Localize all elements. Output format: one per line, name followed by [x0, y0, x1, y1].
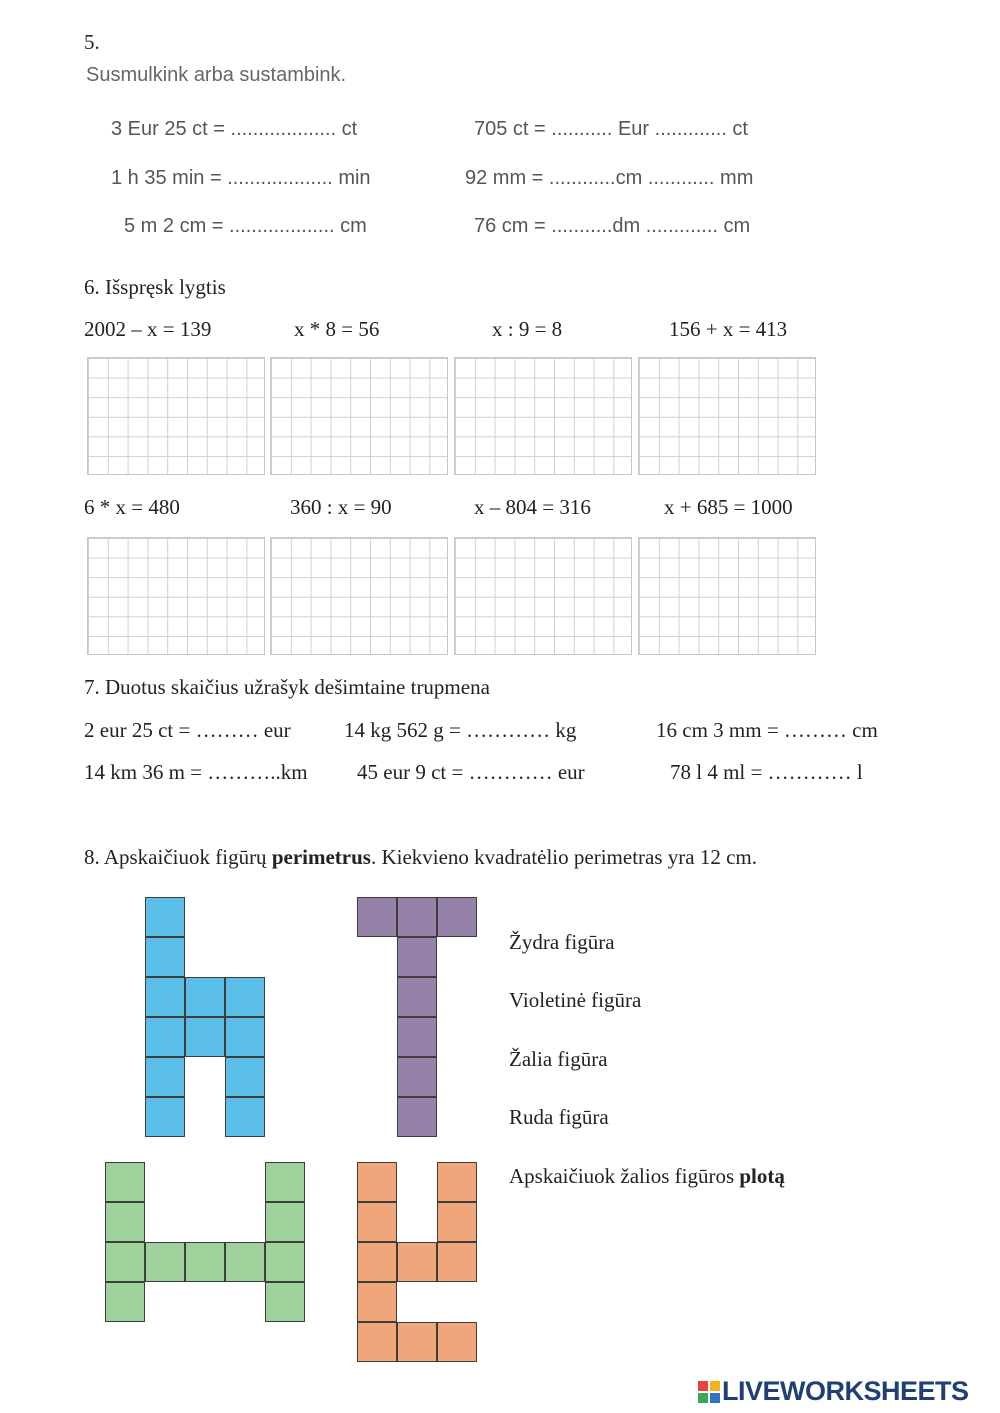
label-violet-figure: Violetinė figūra — [509, 988, 642, 1012]
task7-item-5: 45 eur 9 ct = ………… eur — [357, 760, 585, 784]
equation-2: x * 8 = 56 — [294, 317, 380, 341]
equation-5: 6 * x = 480 — [84, 495, 180, 519]
square — [437, 1242, 477, 1282]
square — [145, 1242, 185, 1282]
square — [105, 1202, 145, 1242]
square — [437, 1322, 477, 1362]
square — [185, 1017, 225, 1057]
equation-4: 156 + x = 413 — [669, 317, 788, 341]
square — [145, 1057, 185, 1097]
task8-title: 8. Apskaičiuok figūrų perimetrus. Kiekvieno kvadratėlio perimetras yra 12 cm. — [84, 845, 757, 869]
square — [397, 1017, 437, 1057]
square — [397, 977, 437, 1017]
answer-grid-5[interactable] — [87, 537, 265, 655]
square — [105, 1162, 145, 1202]
task7-item-2: 14 kg 562 g = ………… kg — [344, 718, 577, 742]
liveworksheets-logo-icon — [698, 1381, 720, 1403]
square — [437, 1202, 477, 1242]
task5-item-3: 1 h 35 min = ................... min — [111, 167, 371, 189]
square — [225, 1057, 265, 1097]
task7-item-6: 78 l 4 ml = ………… l — [670, 760, 863, 784]
square — [105, 1282, 145, 1322]
equation-3: x : 9 = 8 — [492, 317, 563, 341]
square — [357, 1202, 397, 1242]
square — [145, 977, 185, 1017]
task5-item-4: 92 mm = ............cm ............ mm — [465, 167, 754, 189]
square — [225, 1017, 265, 1057]
square — [397, 937, 437, 977]
square — [357, 1242, 397, 1282]
task5-item-6: 76 cm = ...........dm ............. cm — [474, 215, 751, 237]
answer-grid-3[interactable] — [454, 357, 632, 475]
task7-item-1: 2 eur 25 ct = ……… eur — [84, 718, 291, 742]
square — [265, 1162, 305, 1202]
square — [357, 1282, 397, 1322]
task7-title: 7. Duotus skaičius užrašyk dešimtaine trupmena — [84, 675, 490, 699]
square — [145, 1017, 185, 1057]
answer-grid-7[interactable] — [454, 537, 632, 655]
answer-grid-8[interactable] — [638, 537, 816, 655]
answer-grid-6[interactable] — [270, 537, 448, 655]
task5-instruction: Susmulkink arba sustambink. — [86, 64, 347, 86]
task6-title: 6. Išspręsk lygtis — [84, 275, 226, 299]
label-orange-figure: Ruda figūra — [509, 1105, 609, 1129]
square — [397, 1322, 437, 1362]
square — [397, 1057, 437, 1097]
square — [265, 1282, 305, 1322]
square — [437, 1162, 477, 1202]
equation-7: x – 804 = 316 — [474, 495, 591, 519]
task5-item-2: 705 ct = ........... Eur ............. ct — [474, 118, 748, 140]
square — [225, 1097, 265, 1137]
square — [397, 897, 437, 937]
equation-6: 360 : x = 90 — [290, 495, 392, 519]
label-blue-figure: Žydra figūra — [509, 930, 615, 954]
square — [225, 977, 265, 1017]
square — [185, 977, 225, 1017]
square — [397, 1097, 437, 1137]
task7-item-4: 14 km 36 m = ………..km — [84, 760, 308, 784]
square — [357, 1322, 397, 1362]
square — [265, 1242, 305, 1282]
square — [357, 1162, 397, 1202]
square — [185, 1242, 225, 1282]
answer-grid-1[interactable] — [87, 357, 265, 475]
square — [265, 1202, 305, 1242]
square — [225, 1242, 265, 1282]
task5-item-5: 5 m 2 cm = ................... cm — [124, 215, 367, 237]
area-instruction: Apskaičiuok žalios figūros plotą — [509, 1164, 785, 1188]
square — [145, 1097, 185, 1137]
task5-item-1: 3 Eur 25 ct = ................... ct — [111, 118, 358, 140]
square — [145, 897, 185, 937]
answer-grid-2[interactable] — [270, 357, 448, 475]
equation-1: 2002 – x = 139 — [84, 317, 212, 341]
square — [397, 1242, 437, 1282]
task7-item-3: 16 cm 3 mm = ……… cm — [656, 718, 878, 742]
square — [357, 897, 397, 937]
label-green-figure: Žalia figūra — [509, 1047, 608, 1071]
task5-number: 5. — [84, 30, 100, 54]
square — [145, 937, 185, 977]
equation-8: x + 685 = 1000 — [664, 495, 793, 519]
square — [105, 1242, 145, 1282]
square — [437, 897, 477, 937]
answer-grid-4[interactable] — [638, 357, 816, 475]
liveworksheets-logo-text: LIVEWORKSHEETS — [722, 1376, 969, 1406]
